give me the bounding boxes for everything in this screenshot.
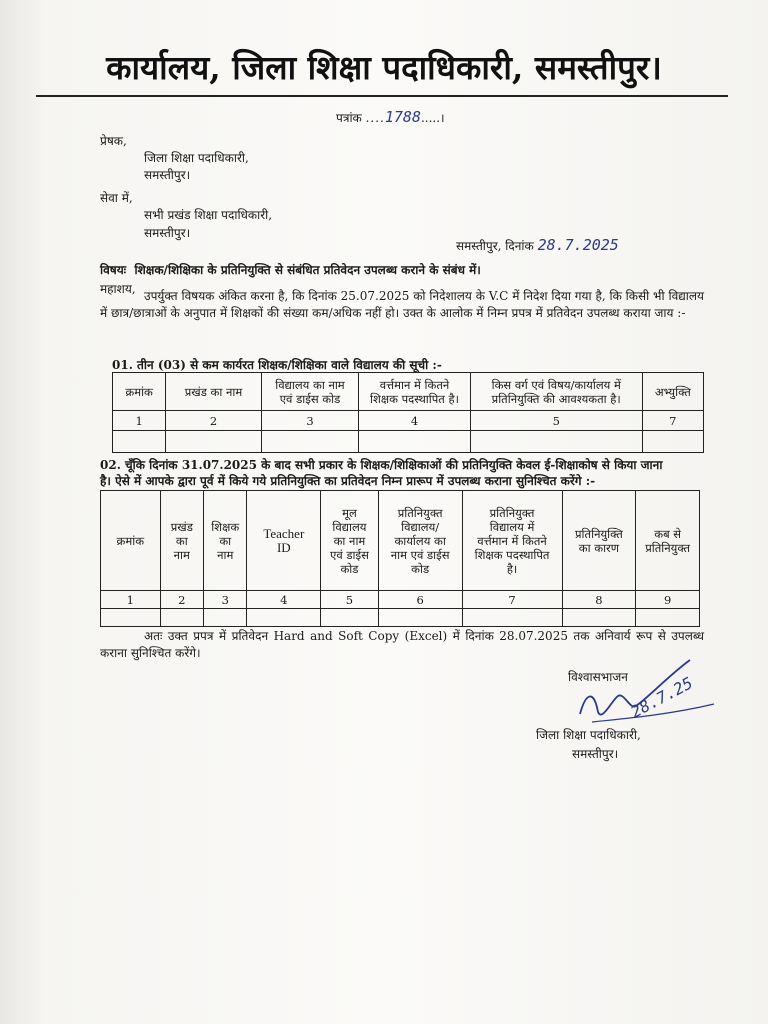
table-row xyxy=(113,431,704,453)
date-value: 28.7.2025 xyxy=(537,236,619,254)
s2-num-6: 7 xyxy=(462,591,562,609)
recipient-line2: समस्तीपुर। xyxy=(144,226,191,240)
section1-heading: 01. तीन (03) से कम कार्यरत शिक्षक/शिक्षिका वाले विद्यालय की सूची :- xyxy=(112,358,442,372)
s1-col-3: वर्त्तमान में कितने शिक्षक पदस्थापित है। xyxy=(359,373,471,411)
designation-line1: जिला शिक्षा पदाधिकारी, xyxy=(536,728,641,742)
s2-num-5: 6 xyxy=(378,591,462,609)
section2-heading-line1: 02. चूँकि दिनांक 31.07.2025 के बाद सभी प्रकार के शिक्षक/शिक्षिकाओं की प्रतिनियुक्ति केवल ई-शिक्षाकोष से किया जाना xyxy=(100,458,663,472)
s2-col-7: प्रतिनियुक्ति का कारण xyxy=(562,491,636,591)
s1-col-1: प्रखंड का नाम xyxy=(166,373,261,411)
recipient-line1: सभी प्रखंड शिक्षा पदाधिकारी, xyxy=(144,208,273,222)
subject-text: शिक्षक/शिक्षिका के प्रतिनियुक्ति से संबंधित प्रतिवेदन उपलब्ध कराने के संबंध में। xyxy=(134,263,481,277)
header-rule xyxy=(36,95,728,97)
s2-col-5: प्रतिनियुक्त विद्यालय/ कार्यालय का नाम एवं डाईस कोड xyxy=(378,491,462,591)
table-header-row xyxy=(113,373,704,411)
s1-num-4: 5 xyxy=(470,411,642,431)
s1-col-0: क्रमांक xyxy=(113,373,166,411)
s1-col-2: विद्यालय का नाम एवं डाईस कोड xyxy=(261,373,358,411)
s2-col-6: प्रतिनियुक्त विद्यालय में वर्त्तमान में कितने शिक्षक पदस्थापित है। xyxy=(462,491,562,591)
s1-num-5: 7 xyxy=(642,411,703,431)
body-paragraph: उपर्युक्त विषयक अंकित करना है, कि दिनांक 25.07.2025 को निदेशालय के V.C में निदेश दिया गया है, कि किसी भी विद्यालय में छात्र/छात्राओं के अनुपात में शिक्षकों की संख्या कम/अधिक नहीं हो। उक्त के आलोक में निम्न प्रपत्र में प्रतिवेदन उपलब्ध कराया जाय :- xyxy=(100,289,704,320)
s1-num-1: 2 xyxy=(166,411,261,431)
s2-col-2: शिक्षक का नाम xyxy=(204,491,247,591)
salutation: महाशय, xyxy=(100,282,136,296)
section2-table xyxy=(100,490,700,627)
s1-col-4: किस वर्ग एवं विषय/कार्यालय में प्रतिनियुक्ति की आवश्यकता है। xyxy=(470,373,642,411)
section1-table xyxy=(112,372,704,453)
letter-number-value: 1788 xyxy=(384,108,421,126)
s2-col-1: प्रखंड का नाम xyxy=(160,491,203,591)
date-line xyxy=(456,236,619,254)
closing-word: विश्वासभाजन xyxy=(568,670,628,684)
subject-label: विषयः xyxy=(100,263,127,277)
date-label: समस्तीपुर, दिनांक xyxy=(456,239,534,253)
s2-num-1: 2 xyxy=(160,591,203,609)
table-row xyxy=(101,609,700,627)
table-header-row xyxy=(101,491,700,591)
section2-heading-line2: है। ऐसे में आपके द्वारा पूर्व में किये गये प्रतिनियुक्ति का प्रतिवेदन निम्न प्रारूप में उपलब्ध कराना सुनिश्चित करेंगे :- xyxy=(100,474,596,488)
designation-line2: समस्तीपुर। xyxy=(572,747,619,761)
letter-number-label: पत्रांक xyxy=(336,111,362,125)
subject xyxy=(100,261,481,278)
sender-line1: जिला शिक्षा पदाधिकारी, xyxy=(144,151,249,165)
recipient-label: सेवा में, xyxy=(100,191,133,205)
office-title: कार्यालय, जिला शिक्षा पदाधिकारी, समस्तीपुर। xyxy=(106,48,662,87)
table-row xyxy=(101,591,700,609)
s1-num-2: 3 xyxy=(261,411,358,431)
s2-num-2: 3 xyxy=(204,591,247,609)
s1-num-0: 1 xyxy=(113,411,166,431)
signature-scribble xyxy=(572,652,722,732)
table-row xyxy=(113,411,704,431)
s2-num-8: 9 xyxy=(636,591,700,609)
s2-num-7: 8 xyxy=(562,591,636,609)
sender-label: प्रेषक, xyxy=(100,134,127,148)
letter-number: पत्रांक ....1788.....। xyxy=(336,108,445,126)
s1-num-3: 4 xyxy=(359,411,471,431)
s2-num-4: 5 xyxy=(321,591,379,609)
signature-date: 28.7.25 xyxy=(627,673,696,722)
s1-col-5: अभ्युक्ति xyxy=(642,373,703,411)
s2-col-0: क्रमांक xyxy=(101,491,161,591)
sender-line2: समस्तीपुर। xyxy=(144,168,191,182)
s2-num-0: 1 xyxy=(101,591,161,609)
s2-col-4: मूल विद्यालय का नाम एवं डाईस कोड xyxy=(321,491,379,591)
s2-col-3: Teacher ID xyxy=(247,491,321,591)
closing-paragraph: अतः उक्त प्रपत्र में प्रतिवेदन Hard and Soft Copy (Excel) में दिनांक 28.07.2025 तक अनिवार्य रूप से उपलब्ध कराना सुनिश्चित करेंगे। xyxy=(100,629,704,660)
s2-num-3: 4 xyxy=(247,591,321,609)
s2-col-8: कब से प्रतिनियुक्त xyxy=(636,491,700,591)
